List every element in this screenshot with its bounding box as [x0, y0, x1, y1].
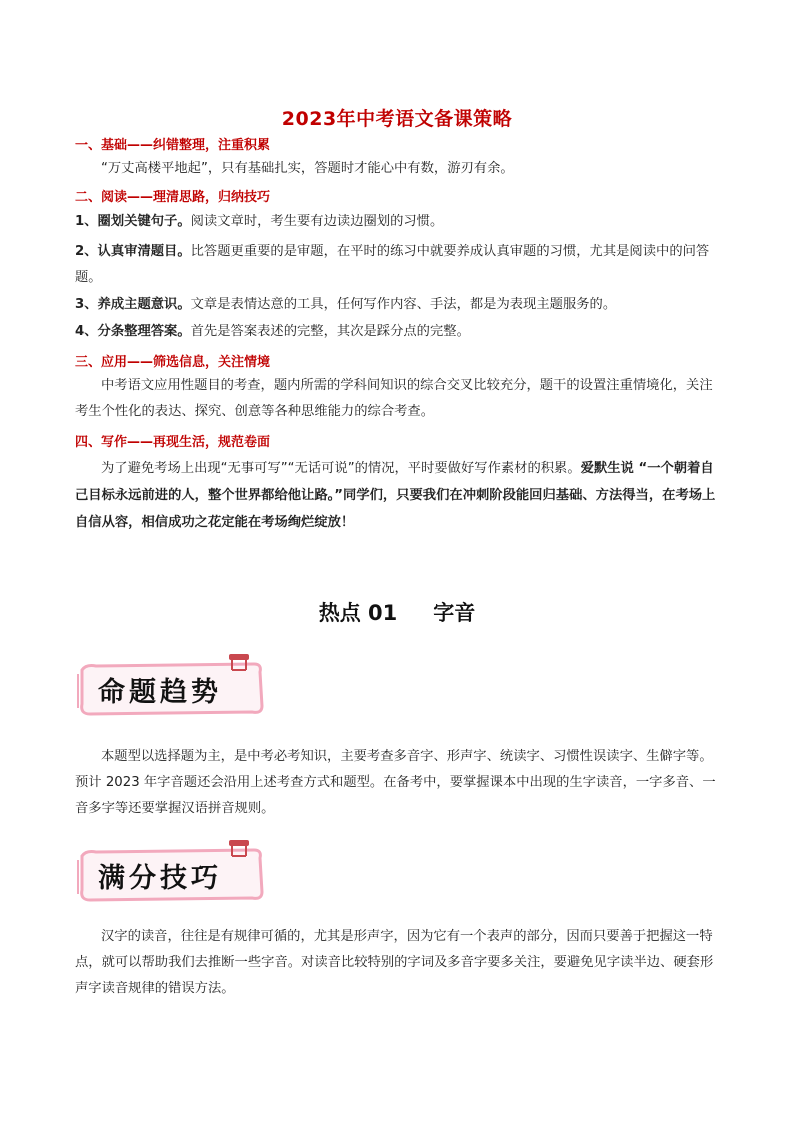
- hotspot-title: [0, 597, 794, 627]
- section-heading-basics: 一、基础——纠错整理，注重积累: [75, 138, 271, 153]
- section-heading-application: 三、应用——筛选信息，关注情境: [75, 355, 271, 370]
- reading-item-4: [75, 319, 725, 345]
- section-paragraph-writing: [75, 455, 725, 536]
- reading-item-4-text: 首先是答案表述的完整，其次是踩分点的完整。: [190, 324, 470, 339]
- hotspot-label: 热点 01: [318, 601, 398, 625]
- reading-item-4-title: 4、分条整理答案。: [75, 324, 191, 339]
- document-title: 2023年中考语文备课策略: [281, 108, 513, 130]
- writing-text-plain: 为了避免考场上出现“无事可写”“无话可说”的情况，平时要做好写作素材的积累。: [101, 461, 581, 476]
- paperclip-icon: [226, 838, 252, 860]
- paperclip-icon: [226, 652, 252, 674]
- section-paragraph-basics: “万丈高楼平地起”，只有基础扎实，答题时才能心中有数，游刃有余。: [101, 161, 514, 176]
- hotspot-topic: 字音: [433, 601, 476, 625]
- section-paragraph-application: 中考语文应用性题目的考查，题内所需的学科间知识的综合交叉比较充分，题干的设置注重情境化，关注考生个性化的表达、探究、创意等各种思维能力的综合考查。: [75, 378, 713, 419]
- reading-item-3: [75, 292, 725, 318]
- trend-paragraph: 本题型以选择题为主，是中考必考知识，主要考查多音字、形声字、统读字、习惯性误读字、生僻字等。预计 2023 年字音题还会沿用上述考查方式和题型。在备考中，要掌握课本中出现的生字读音，一字多音、一音多字等还要掌握汉语拼音规则。: [75, 749, 716, 816]
- writing-text-quote: 爱默生说 “一个朝着自己目标永远前进的人，整个世界都给他让路。”同学们，只要我们在冲刺阶段能回归基础、方法得当，在考场上自信从容，相信成功之花定能在考场绚烂绽放！: [75, 461, 716, 530]
- banner-trend-text: 命题趋势: [98, 677, 222, 708]
- reading-item-2-title: 2、认真审清题目。: [75, 244, 191, 259]
- section-heading-reading: 二、阅读——理清思路，归纳技巧: [75, 190, 271, 205]
- reading-item-2-text: 比答题更重要的是审题，在平时的练习中就要养成认真审题的习惯，尤其是阅读中的问答题。: [75, 244, 710, 285]
- section-heading-writing: 四、写作——再现生活，规范卷面: [75, 435, 271, 450]
- reading-item-3-title: 3、养成主题意识。: [75, 297, 191, 312]
- reading-item-1-text: 阅读文章时，考生要有边读边圈划的习惯。: [190, 214, 444, 229]
- skills-paragraph: 汉字的读音，往往是有规律可循的，尤其是形声字，因为它有一个表声的部分，因而只要善于把握这一特点，就可以帮助我们去推断一些字音。对读音比较特别的字词及多音字要多关注，要避免见字读半边、硬套形声字读音规律的错误方法。: [75, 929, 714, 996]
- reading-item-1-title: 1、圈划关键句子。: [75, 214, 191, 229]
- banner-trend: [76, 660, 266, 716]
- reading-item-1: [75, 209, 725, 235]
- reading-item-3-text: 文章是表情达意的工具，任何写作内容、手法，都是为表现主题服务的。: [190, 297, 617, 312]
- banner-skills-text: 满分技巧: [98, 863, 222, 894]
- reading-item-2: [75, 239, 725, 291]
- banner-skills: [76, 846, 266, 902]
